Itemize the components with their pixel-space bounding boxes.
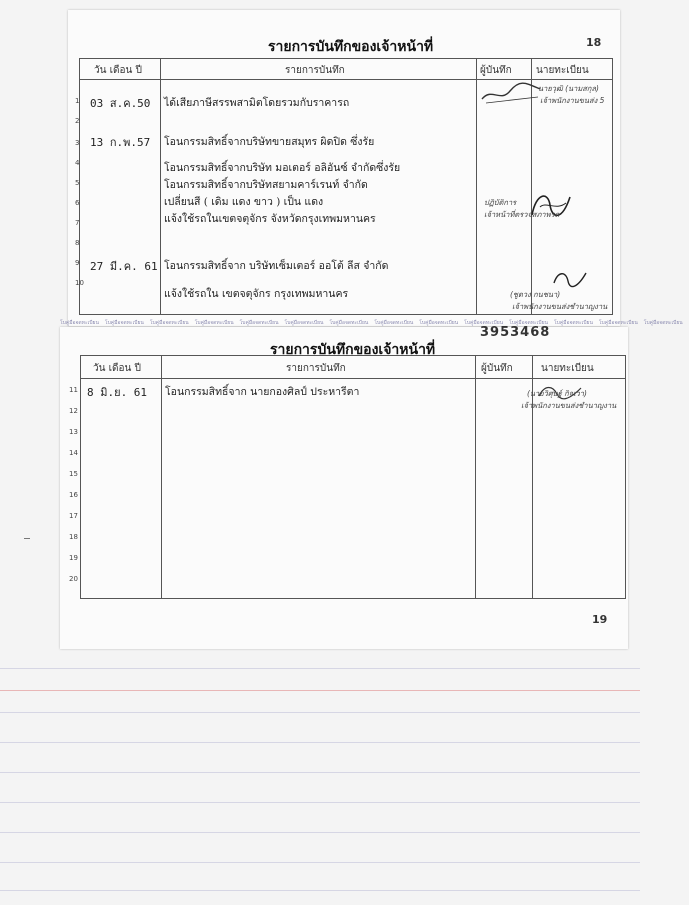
security-watermark-strip: โบคู่มือจดทะเบียน โบคู่มือจดทะเบียน โบคู่มือจดทะเบียน โบคู่มือจดทะเบียน โบคู่มือจดทะเบียน โบคู่มือจดทะเบียน โบคู่มือจดทะเบียน โบคู่มือจดทะเบียน โบคู่มือจดทะเบียน โบคู่มือจดทะเบียน โบคู่มือจดทะเบียน โบคู่มือจดทะเบียน โบคู่มือจดทะเบียน โบคู่มือจดทะเบียน (60, 320, 683, 326)
signature-icon (550, 267, 590, 289)
row-number: 8 (75, 239, 80, 247)
row-number: 12 (69, 407, 78, 415)
row-number: 7 (75, 219, 80, 227)
record-page-18 (68, 10, 620, 326)
header-date: วัน เดือน ปี (94, 65, 142, 76)
entry-date: 13 ก.พ.57 (90, 136, 151, 149)
row-number: 1 (75, 97, 80, 105)
entry-text: โอนกรรมสิทธิ์จากบริษัท มอเตอร์ อลิอันซ์ จำกัดซึ่งรัย (164, 162, 401, 174)
header-registrar: นายทะเบียน (541, 363, 594, 374)
signature-note: (ชูดวง กนชนา) (510, 290, 561, 299)
record-table (75, 58, 613, 315)
row-number: 9 (75, 259, 80, 267)
entry-text: โอนกรรมสิทธิ์จาก บริษัทเซ็มเตอร์ ออโต้ ลีส จำกัด (164, 260, 389, 272)
record-page-19 (60, 327, 628, 649)
header-date: วัน เดือน ปี (93, 363, 141, 374)
signature-note: เจ้าพนักงานขนส่งชำนาญงาน (521, 401, 617, 410)
row-number: 14 (69, 449, 78, 457)
stray-mark (24, 538, 30, 539)
entry-date: 8 มิ.ย. 61 (87, 386, 148, 399)
entry-text: โอนกรรมสิทธิ์จาก นายกองศิลป์ ประหารีตา (165, 386, 360, 398)
row-number: 10 (75, 279, 84, 287)
record-table (69, 355, 626, 599)
row-number: 6 (75, 199, 80, 207)
row-number: 16 (69, 491, 78, 499)
header-registrar: นายทะเบียน (536, 65, 589, 76)
entry-text: เปลี่ยนสี ( เดิม แดง ขาว ) เป็น แดง (164, 196, 324, 208)
row-number: 2 (75, 117, 80, 125)
row-number: 5 (75, 179, 80, 187)
entry-date: 27 มี.ค. 61 (90, 260, 158, 273)
row-number: 20 (69, 575, 78, 583)
page-title: รายการบันทึกของเจ้าหน้าที่ (270, 342, 436, 358)
header-record: รายการบันทึก (285, 65, 345, 76)
entry-text: โอนกรรมสิทธิ์จากบริษัทสยามคาร์เรนท์ จำกัด (164, 179, 368, 191)
row-number: 17 (69, 512, 78, 520)
signature-note: นายวุฒิ (นามสกุล) (538, 84, 599, 93)
header-record: รายการบันทึก (286, 363, 346, 374)
entry-text: แจ้งใช้รถในเขตจตุจักร จังหวัดกรุงเทพมหานคร (164, 213, 376, 225)
signature-note: เจ้าหน้าที่ตรวจสภาพรถ (484, 210, 560, 219)
row-number: 4 (75, 159, 80, 167)
header-recorder: ผู้บันทึก (481, 363, 513, 374)
row-number: 13 (69, 428, 78, 436)
signature-note: เจ้าพนักงานขนส่งชำนาญงาน (512, 302, 608, 311)
entry-date: 03 ส.ค.50 (90, 97, 151, 110)
signature-note: ปฏิบัติการ (484, 198, 517, 207)
page-number: 18 (586, 36, 602, 49)
page-title: รายการบันทึกของเจ้าหน้าที่ (268, 39, 434, 55)
signature-note: เจ้าพนักงานขนส่ง 5 (540, 96, 605, 105)
row-number: 3 (75, 139, 80, 147)
entry-text: ได้เสียภาษีสรรพสามิตโดยรวมกับราคารถ (164, 97, 350, 109)
signature-note: (นายวิศุษฐ์ กิจเวา) (527, 389, 587, 398)
entry-text: แจ้งใช้รถใน เขตจตุจักร กรุงเทพมหานคร (164, 288, 349, 300)
row-number: 18 (69, 533, 78, 541)
page-number: 19 (592, 613, 608, 626)
entry-text: โอนกรรมสิทธิ์จากบริษัทขายสมุทร ผิดปิด ซึ่งรัย (164, 136, 375, 148)
row-number: 11 (69, 386, 78, 394)
row-number: 15 (69, 470, 78, 478)
row-number: 19 (69, 554, 78, 562)
serial-number: 3953468 (480, 325, 551, 340)
header-recorder: ผู้บันทึก (480, 65, 512, 76)
